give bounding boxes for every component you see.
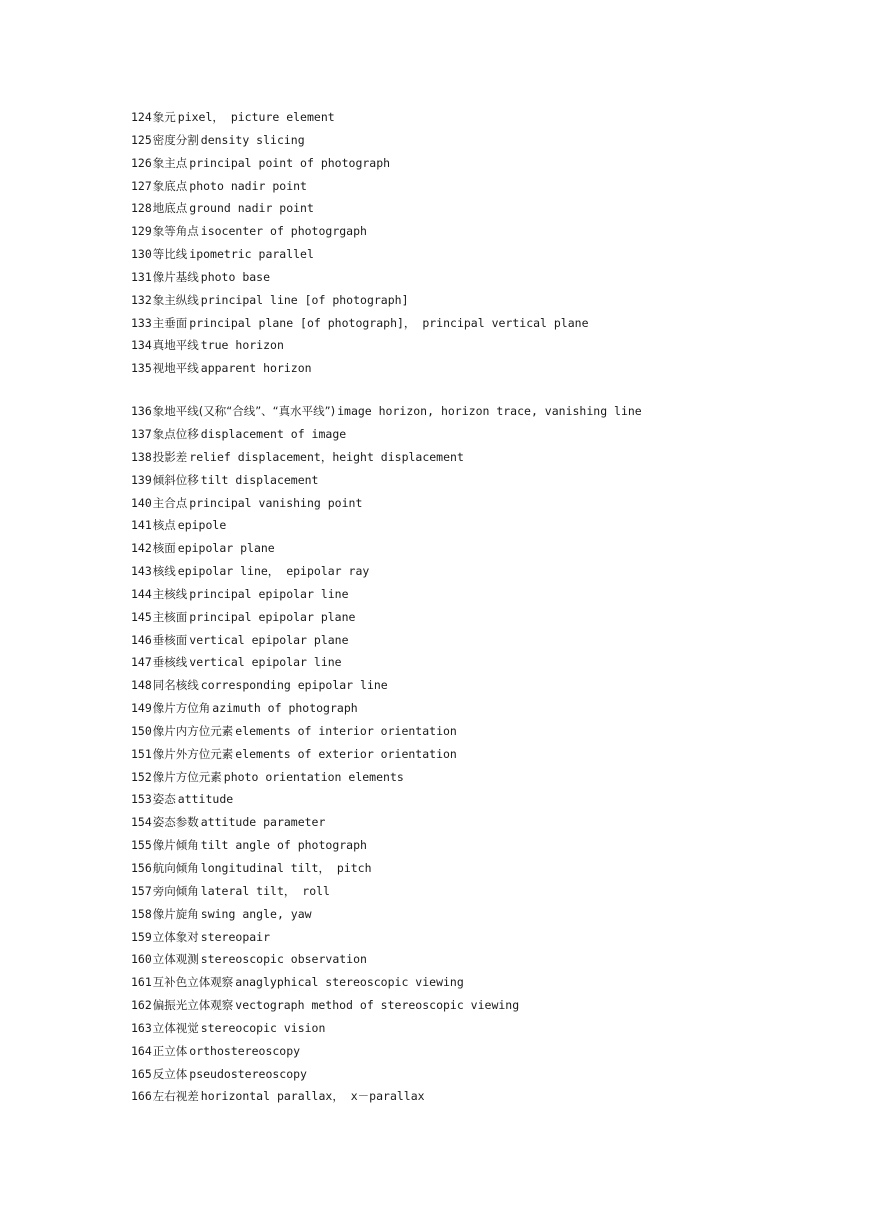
entry-number: 147 — [131, 655, 152, 670]
entry-chinese-term: 象点位移 — [152, 426, 199, 441]
entry-number: 128 — [131, 201, 152, 216]
entry-chinese-term: 左右视差 — [152, 1089, 199, 1104]
entry-english-term: principal point of photograph — [189, 155, 391, 170]
entry-chinese-term: 同名核线 — [152, 678, 199, 693]
entry-chinese-term: 倾斜位移 — [152, 472, 199, 487]
entry-english-term: ground nadir point — [189, 201, 314, 216]
entry-chinese-term: 核点 — [152, 518, 176, 533]
entry-chinese-term: 象地平线(又称“合线”、“真水平线”) — [152, 404, 336, 419]
entry-number: 124 — [131, 110, 152, 124]
entry-number: 159 — [131, 929, 152, 944]
glossary-entry-131 — [131, 266, 851, 289]
entry-chinese-term: 旁向倾角 — [152, 883, 199, 898]
glossary-entry-139 — [131, 469, 851, 492]
glossary-entry-136 — [131, 400, 851, 423]
glossary-entry-126 — [131, 152, 851, 175]
entry-number: 148 — [131, 678, 152, 693]
entry-number: 161 — [131, 975, 152, 990]
entry-chinese-term: 正立体 — [152, 1043, 188, 1058]
entry-chinese-term: 像片方位元素 — [152, 769, 222, 784]
entry-english-term: density slicing — [200, 132, 305, 147]
entry-chinese-term: 主合点 — [152, 495, 188, 510]
entry-number: 146 — [131, 632, 152, 647]
entry-english-term: attitude parameter — [200, 815, 326, 830]
entry-number: 141 — [131, 518, 152, 533]
entry-english-term: lateral tilt， roll — [200, 883, 330, 898]
entry-number: 164 — [131, 1043, 152, 1058]
entry-number: 150 — [131, 723, 152, 738]
glossary-entry-151 — [131, 743, 851, 766]
glossary-entry-164 — [131, 1040, 851, 1063]
entry-english-term: relief displacement，height displacement — [189, 449, 464, 464]
entry-english-term: displacement of image — [200, 426, 347, 441]
entry-number: 153 — [131, 792, 152, 807]
entry-chinese-term: 像片旋角 — [152, 906, 199, 921]
entry-chinese-term: 视地平线 — [152, 361, 199, 376]
entry-number: 149 — [131, 701, 152, 716]
entry-chinese-term: 反立体 — [152, 1066, 188, 1081]
entry-english-term: longitudinal tilt， pitch — [200, 861, 372, 875]
entry-number: 162 — [131, 998, 152, 1013]
glossary-entry-162 — [131, 994, 851, 1017]
entry-chinese-term: 象底点 — [152, 178, 188, 193]
entry-english-term: orthostereoscopy — [189, 1043, 301, 1058]
entry-english-term: swing angle, yaw — [200, 906, 312, 921]
entry-number: 129 — [131, 224, 152, 239]
entry-chinese-term: 航向倾角 — [152, 861, 199, 875]
entry-english-term: principal vanishing point — [189, 495, 363, 510]
glossary-entry-155 — [131, 834, 851, 857]
glossary-entry-132 — [131, 289, 851, 312]
entry-chinese-term: 象元 — [152, 110, 176, 124]
glossary-entry-159 — [131, 926, 851, 949]
glossary-entry-130 — [131, 243, 851, 266]
entry-english-term: stereocopic vision — [200, 1020, 326, 1035]
entry-chinese-term: 立体象对 — [152, 929, 199, 944]
entry-chinese-term: 像片外方位元素 — [152, 746, 234, 761]
glossary-entry-135 — [131, 357, 851, 380]
glossary-entry-147 — [131, 651, 851, 674]
glossary-entry-137 — [131, 423, 851, 446]
entry-english-term: vectograph method of stereoscopic viewing — [235, 998, 520, 1013]
entry-number: 139 — [131, 472, 152, 487]
entry-english-term: pixel， picture element — [177, 110, 335, 124]
glossary-entry-138 — [131, 446, 851, 469]
entry-english-term: photo base — [200, 269, 271, 284]
entry-number: 130 — [131, 247, 152, 262]
glossary-entry-141 — [131, 514, 851, 537]
entry-chinese-term: 像片基线 — [152, 269, 199, 284]
entry-chinese-term: 主垂面 — [152, 315, 188, 330]
glossary-entry-140 — [131, 492, 851, 515]
glossary-entry-158 — [131, 903, 851, 926]
entry-number: 134 — [131, 338, 152, 353]
entry-chinese-term: 姿态 — [152, 792, 176, 807]
glossary-entry-157 — [131, 880, 851, 903]
entry-chinese-term: 像片方位角 — [152, 701, 211, 716]
entry-english-term: epipolar plane — [177, 541, 275, 556]
glossary-entry-160 — [131, 948, 851, 971]
entry-number: 152 — [131, 769, 152, 784]
entry-english-term: tilt angle of photograph — [200, 838, 367, 853]
entry-english-term: photo orientation elements — [223, 769, 404, 784]
glossary-entry-154 — [131, 811, 851, 834]
glossary-entry-150 — [131, 720, 851, 743]
entry-chinese-term: 互补色立体观察 — [152, 975, 234, 990]
entry-english-term: apparent horizon — [200, 361, 312, 376]
entry-number: 135 — [131, 361, 152, 376]
glossary-entry-146 — [131, 629, 851, 652]
glossary-entry-165 — [131, 1063, 851, 1086]
glossary-entry-143 — [131, 560, 851, 583]
entry-chinese-term: 偏振光立体观察 — [152, 998, 234, 1013]
entry-chinese-term: 象等角点 — [152, 224, 199, 239]
entry-chinese-term: 姿态参数 — [152, 815, 199, 830]
entry-number: 151 — [131, 746, 152, 761]
entry-chinese-term: 密度分割 — [152, 132, 199, 147]
entry-number: 126 — [131, 155, 152, 170]
entry-number: 166 — [131, 1089, 152, 1104]
entry-chinese-term: 核线 — [152, 564, 176, 579]
glossary-entry-153 — [131, 788, 851, 811]
entry-english-term: stereoscopic observation — [200, 952, 367, 967]
entry-english-term: principal epipolar line — [189, 586, 349, 601]
entry-english-term: principal line [of photograph] — [200, 292, 409, 307]
entry-number: 154 — [131, 815, 152, 830]
glossary-entry-124 — [131, 106, 851, 129]
entry-english-term: elements of interior orientation — [235, 723, 457, 738]
entry-chinese-term: 真地平线 — [152, 338, 199, 353]
entry-number: 143 — [131, 564, 152, 579]
entry-number: 158 — [131, 906, 152, 921]
entry-english-term: image horizon, horizon trace, vanishing line — [337, 404, 642, 419]
entry-number: 157 — [131, 883, 152, 898]
glossary-entry-156 — [131, 857, 851, 880]
entry-english-term: attitude — [177, 792, 234, 807]
entry-english-term: vertical epipolar plane — [189, 632, 349, 647]
glossary-entry-149 — [131, 697, 851, 720]
entry-number: 155 — [131, 838, 152, 853]
entry-chinese-term: 核面 — [152, 541, 176, 556]
glossary-entry-134 — [131, 334, 851, 357]
entry-number: 138 — [131, 449, 152, 464]
glossary-entry-128 — [131, 197, 851, 220]
glossary-entry-145 — [131, 606, 851, 629]
entry-english-term: anaglyphical stereoscopic viewing — [235, 975, 464, 990]
entry-number: 165 — [131, 1066, 152, 1081]
entry-english-term: pseudostereoscopy — [189, 1066, 307, 1081]
entry-chinese-term: 像片倾角 — [152, 838, 199, 853]
entry-number: 145 — [131, 609, 152, 624]
entry-number: 127 — [131, 178, 152, 193]
entry-english-term: ipometric parallel — [189, 247, 314, 262]
entry-english-term: principal plane [of photograph]， principal vertical plane — [189, 315, 589, 330]
glossary-list — [131, 106, 851, 1108]
glossary-entry-129 — [131, 220, 851, 243]
glossary-entry-142 — [131, 537, 851, 560]
entry-english-term: horizontal parallax， x－parallax — [200, 1089, 425, 1104]
glossary-entry-166 — [131, 1085, 851, 1108]
entry-english-term: photo nadir point — [189, 178, 307, 193]
entry-chinese-term: 主核线 — [152, 586, 188, 601]
entry-number: 160 — [131, 952, 152, 967]
entry-english-term: stereopair — [200, 929, 271, 944]
glossary-entry-144 — [131, 583, 851, 606]
entry-number: 137 — [131, 426, 152, 441]
entry-number: 125 — [131, 132, 152, 147]
glossary-entry-133 — [131, 312, 851, 335]
entry-number: 132 — [131, 292, 152, 307]
entry-chinese-term: 象主纵线 — [152, 292, 199, 307]
entry-english-term: elements of exterior orientation — [235, 746, 457, 761]
entry-english-term: epipolar line， epipolar ray — [177, 564, 370, 579]
entry-chinese-term: 投影差 — [152, 449, 188, 464]
entry-number: 131 — [131, 269, 152, 284]
glossary-entry-161 — [131, 971, 851, 994]
glossary-entry-127 — [131, 175, 851, 198]
entry-english-term: true horizon — [200, 338, 284, 353]
entry-chinese-term: 等比线 — [152, 247, 188, 262]
glossary-entry-163 — [131, 1017, 851, 1040]
entry-english-term: azimuth of photograph — [212, 701, 358, 716]
entry-number: 163 — [131, 1020, 152, 1035]
entry-number: 133 — [131, 315, 152, 330]
entry-english-term: tilt displacement — [200, 472, 319, 487]
entry-chinese-term: 立体观测 — [152, 952, 199, 967]
entry-chinese-term: 像片内方位元素 — [152, 723, 234, 738]
entry-chinese-term: 立体视觉 — [152, 1020, 199, 1035]
glossary-entry-148 — [131, 674, 851, 697]
entry-english-term: epipole — [177, 518, 227, 533]
entry-chinese-term: 象主点 — [152, 155, 188, 170]
entry-number: 142 — [131, 541, 152, 556]
entry-chinese-term: 垂核面 — [152, 632, 188, 647]
entry-english-term: corresponding epipolar line — [200, 678, 388, 693]
entry-chinese-term: 地底点 — [152, 201, 188, 216]
glossary-entry-152 — [131, 766, 851, 789]
entry-number: 140 — [131, 495, 152, 510]
glossary-entry-125 — [131, 129, 851, 152]
entry-number: 136 — [131, 404, 152, 419]
entry-english-term: principal epipolar plane — [189, 609, 356, 624]
entry-english-term: isocenter of photogrgaph — [200, 224, 367, 239]
entry-chinese-term: 垂核线 — [152, 655, 188, 670]
entry-english-term: vertical epipolar line — [189, 655, 342, 670]
entry-number: 156 — [131, 861, 152, 875]
entry-number: 144 — [131, 586, 152, 601]
entry-chinese-term: 主核面 — [152, 609, 188, 624]
